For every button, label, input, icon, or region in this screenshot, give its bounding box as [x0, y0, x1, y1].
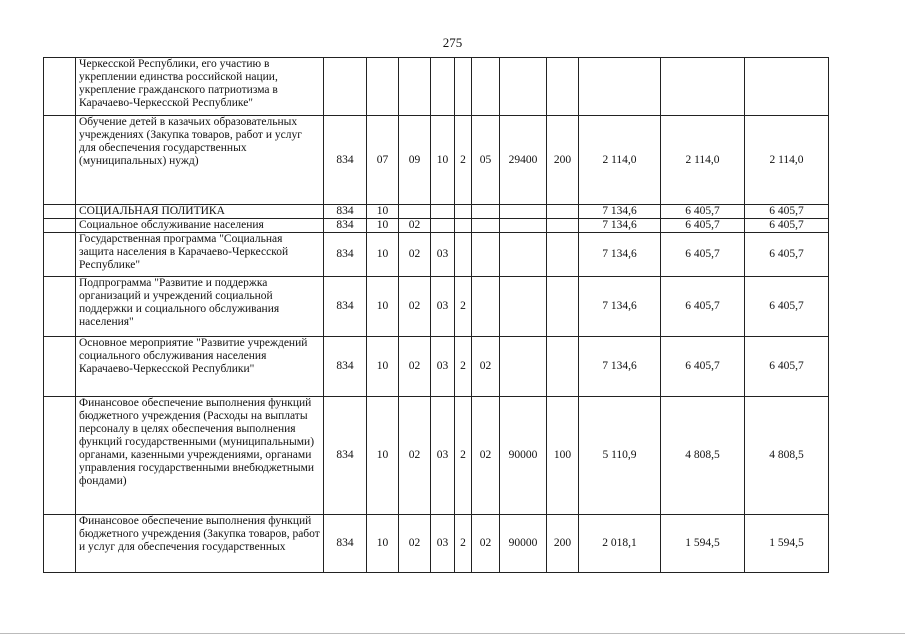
table-row — [44, 219, 829, 233]
row-number-cell — [44, 397, 76, 515]
row-name-cell: Обучение детей в казачьих образовательных учреждениях (Закупка товаров, работ и услуг для обеспечения государственных (муниципальных) нужд) — [76, 116, 324, 205]
code-expense-type-cell — [547, 233, 579, 277]
code-expense-type-cell — [547, 205, 579, 219]
code-program-cell — [431, 58, 455, 116]
code-expense-type-cell: 100 — [547, 397, 579, 515]
code-activity-cell: 02 — [472, 515, 500, 573]
amount-year-3-cell: 6 405,7 — [745, 205, 829, 219]
code-activity-cell — [472, 219, 500, 233]
amount-year-1-cell: 2 114,0 — [579, 116, 661, 205]
amount-year-1-cell: 7 134,6 — [579, 205, 661, 219]
code-subprogram-cell: 2 — [455, 337, 472, 397]
table-row — [44, 337, 829, 397]
code-activity-cell: 02 — [472, 397, 500, 515]
row-name-cell: Подпрограмма "Развитие и поддержка организаций и учреждений социальной поддержки и социального обслуживания населения" — [76, 277, 324, 337]
code-subsection-cell: 02 — [399, 277, 431, 337]
table-row — [44, 205, 829, 219]
code-subprogram-cell: 2 — [455, 277, 472, 337]
code-expense-type-cell — [547, 219, 579, 233]
table-row — [44, 233, 829, 277]
code-expense-type-cell — [547, 337, 579, 397]
row-number-cell — [44, 205, 76, 219]
code-ministry-cell: 834 — [324, 397, 367, 515]
code-direction-cell — [500, 219, 547, 233]
row-number-cell — [44, 515, 76, 573]
code-direction-cell: 29400 — [500, 116, 547, 205]
code-subsection-cell: 02 — [399, 337, 431, 397]
amount-year-3-cell: 6 405,7 — [745, 219, 829, 233]
code-subprogram-cell: 2 — [455, 397, 472, 515]
amount-year-1-cell: 7 134,6 — [579, 219, 661, 233]
code-ministry-cell: 834 — [324, 277, 367, 337]
code-expense-type-cell: 200 — [547, 515, 579, 573]
page-bottom-rule — [0, 633, 905, 634]
code-direction-cell: 90000 — [500, 515, 547, 573]
amount-year-2-cell: 4 808,5 — [661, 397, 745, 515]
code-ministry-cell: 834 — [324, 337, 367, 397]
code-section-cell: 10 — [367, 277, 399, 337]
code-activity-cell — [472, 233, 500, 277]
amount-year-2-cell: 1 594,5 — [661, 515, 745, 573]
code-program-cell: 03 — [431, 337, 455, 397]
code-section-cell: 10 — [367, 233, 399, 277]
amount-year-2-cell — [661, 58, 745, 116]
code-activity-cell: 02 — [472, 337, 500, 397]
amount-year-1-cell: 5 110,9 — [579, 397, 661, 515]
code-section-cell: 10 — [367, 515, 399, 573]
code-activity-cell — [472, 205, 500, 219]
code-section-cell: 07 — [367, 116, 399, 205]
amount-year-1-cell: 7 134,6 — [579, 233, 661, 277]
code-subprogram-cell: 2 — [455, 515, 472, 573]
row-name-cell: Государственная программа "Социальная защита населения в Карачаево-Черкесской Республике" — [76, 233, 324, 277]
amount-year-2-cell: 6 405,7 — [661, 233, 745, 277]
amount-year-1-cell — [579, 58, 661, 116]
code-program-cell: 10 — [431, 116, 455, 205]
amount-year-1-cell: 7 134,6 — [579, 277, 661, 337]
code-ministry-cell — [324, 58, 367, 116]
table-row — [44, 58, 829, 116]
row-name-cell: Финансовое обеспечение выполнения функций бюджетного учреждения (Расходы на выплаты персоналу в целях обеспечения выполнения функций государственными (муниципальными) органами, казенными учреждениями, органами управления государственными внебюджетными фондами) — [76, 397, 324, 515]
table-row — [44, 515, 829, 573]
amount-year-3-cell: 2 114,0 — [745, 116, 829, 205]
code-subsection-cell: 02 — [399, 515, 431, 573]
code-subsection-cell: 09 — [399, 116, 431, 205]
code-program-cell: 03 — [431, 515, 455, 573]
code-activity-cell — [472, 277, 500, 337]
row-number-cell — [44, 116, 76, 205]
amount-year-1-cell: 2 018,1 — [579, 515, 661, 573]
budget-table-body — [44, 58, 829, 573]
row-number-cell — [44, 337, 76, 397]
code-subprogram-cell: 2 — [455, 116, 472, 205]
code-section-cell: 10 — [367, 219, 399, 233]
code-program-cell: 03 — [431, 233, 455, 277]
code-subprogram-cell — [455, 219, 472, 233]
row-number-cell — [44, 58, 76, 116]
row-name-cell: Черкесской Республики, его участию в укреплении единства российской нации, укрепление гражданского патриотизма в Карачаево-Черкесской Республике" — [76, 58, 324, 116]
amount-year-1-cell: 7 134,6 — [579, 337, 661, 397]
page-number: 275 — [442, 35, 463, 50]
row-number-cell — [44, 219, 76, 233]
code-section-cell: 10 — [367, 397, 399, 515]
code-ministry-cell: 834 — [324, 205, 367, 219]
code-subprogram-cell — [455, 233, 472, 277]
table-row — [44, 277, 829, 337]
amount-year-2-cell: 6 405,7 — [661, 205, 745, 219]
code-subsection-cell — [399, 58, 431, 116]
code-subsection-cell: 02 — [399, 219, 431, 233]
amount-year-3-cell: 4 808,5 — [745, 397, 829, 515]
code-subsection-cell — [399, 205, 431, 219]
row-number-cell — [44, 277, 76, 337]
row-name-cell: Социальное обслуживание населения — [76, 219, 324, 233]
code-activity-cell — [472, 58, 500, 116]
row-number-cell — [44, 233, 76, 277]
code-expense-type-cell — [547, 277, 579, 337]
code-section-cell: 10 — [367, 205, 399, 219]
code-expense-type-cell — [547, 58, 579, 116]
amount-year-2-cell: 6 405,7 — [661, 219, 745, 233]
code-subprogram-cell — [455, 205, 472, 219]
code-direction-cell: 90000 — [500, 397, 547, 515]
code-ministry-cell: 834 — [324, 515, 367, 573]
code-program-cell: 03 — [431, 277, 455, 337]
amount-year-2-cell: 2 114,0 — [661, 116, 745, 205]
code-subsection-cell: 02 — [399, 397, 431, 515]
code-expense-type-cell: 200 — [547, 116, 579, 205]
code-program-cell: 03 — [431, 397, 455, 515]
amount-year-3-cell: 6 405,7 — [745, 277, 829, 337]
amount-year-3-cell: 6 405,7 — [745, 337, 829, 397]
code-ministry-cell: 834 — [324, 219, 367, 233]
code-subsection-cell: 02 — [399, 233, 431, 277]
code-ministry-cell: 834 — [324, 116, 367, 205]
code-program-cell — [431, 205, 455, 219]
code-direction-cell — [500, 337, 547, 397]
amount-year-2-cell: 6 405,7 — [661, 277, 745, 337]
code-ministry-cell: 834 — [324, 233, 367, 277]
code-program-cell — [431, 219, 455, 233]
code-subprogram-cell — [455, 58, 472, 116]
code-activity-cell: 05 — [472, 116, 500, 205]
code-section-cell — [367, 58, 399, 116]
row-name-cell: СОЦИАЛЬНАЯ ПОЛИТИКА — [76, 205, 324, 219]
row-name-cell: Финансовое обеспечение выполнения функций бюджетного учреждения (Закупка товаров, работ и услуг для обеспечения государственных — [76, 515, 324, 573]
table-row — [44, 116, 829, 205]
amount-year-2-cell: 6 405,7 — [661, 337, 745, 397]
amount-year-3-cell: 1 594,5 — [745, 515, 829, 573]
code-direction-cell — [500, 277, 547, 337]
code-section-cell: 10 — [367, 337, 399, 397]
code-direction-cell — [500, 58, 547, 116]
code-direction-cell — [500, 233, 547, 277]
code-direction-cell — [500, 205, 547, 219]
table-row — [44, 397, 829, 515]
amount-year-3-cell — [745, 58, 829, 116]
budget-table — [43, 57, 829, 573]
row-name-cell: Основное мероприятие "Развитие учреждений социального обслуживания населения Карачаево-Черкесской Республики" — [76, 337, 324, 397]
amount-year-3-cell: 6 405,7 — [745, 233, 829, 277]
